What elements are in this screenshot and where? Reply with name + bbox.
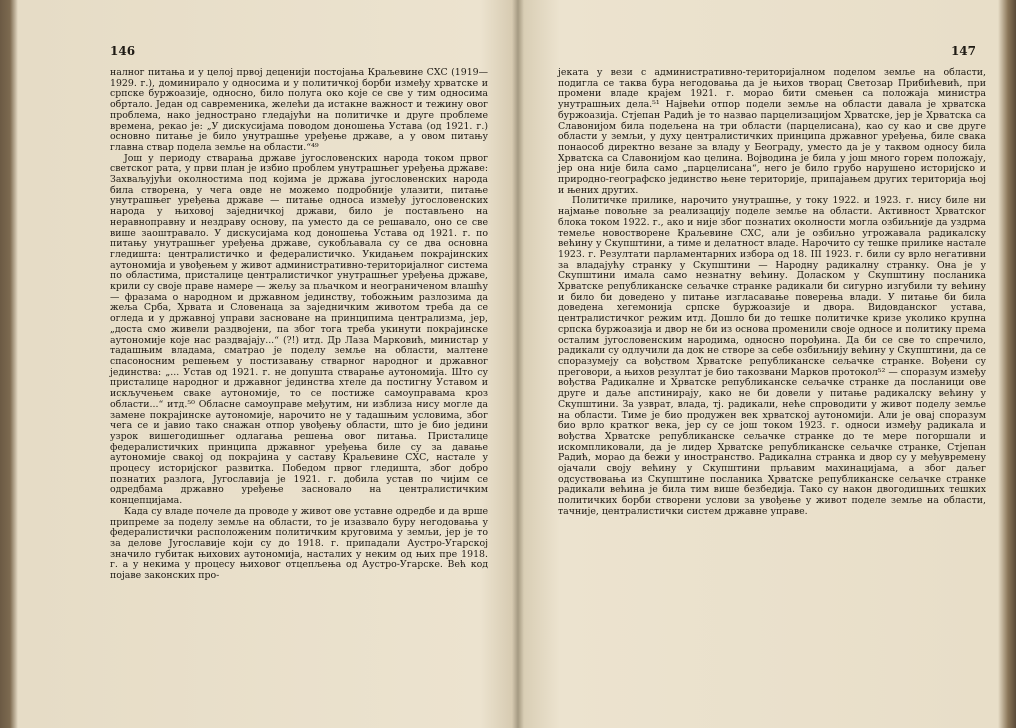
right-paragraph-1: јеката у вези с административно-територијалном поделом земље на области, подигла се таква бура негодовања да је њихов творац Светозар Прибићевић, при промени владе крајем 1921. г. морао бити смењен са положаја министра унутрашњих дела.⁵¹ Највећи отпор подели земље на области давала је хрватска буржоазија. Стјепан Радић је то назвао парцелизацијом Хрватске, јер је Хрватска са Славонијом била подељена на три области (парцелисана), као су као и све друге области у земљи, у духу централистичких принципа државног уређења, биле свака понаособ директно везане за владу у Београду, уместо да је у таквом односу била Хрватска са Славонијом као целина. Војводина је била у још много горем положају, јер она није била само „парцелисана“, него је било грубо нарушено историјско и природно-географско јединство њене територије, припајањем других територија њој и њених других.	[558, 67, 986, 196]
left-page-text	[110, 68, 488, 582]
left-paragraph-2: Још у периоду стварања државе југословенских народа током првог светског рата, у први план је избио проблем унутрашњег уређења државе: Захваљујући околностима под којима је држава југословенских народа била створена, у чега овде не можемо подробније улазити, питање унутрашњег уређења државе — питање односа између југословенских народа у њиховој заједничкој држави, било је постављено на неравноправну и нездраву основу, па уместо да се решавало, оно се све више заоштравало. У дискусијама код доношења Устава од 1921. г. по питању унутрашњег уређења државе, сукобљавала су се два основна гледишта: централистичко и федералистичко. Укидањем покрајинских аутономија и увођењем у живот административно-територијалног система по областима, присталице централистичког унутрашњег уређења државе, крили су своје праве намере — жељу за пљачком и неограниченом влашћу — фразама о народном и државном јединству, тобожњим разлозима да жеља Срба, Хрвата и Словенаца за заједничким животом треба да се огледа и у државној управи засноване на принципима централизма, јер, „доста смо живели раздвојени, па због тога треба укинути покрајинске аутономије које нас раздвајају...“ (?!) итд. Др Лаза Марковић, министар у тадашњим владама, сматрао је поделу земље на области, малтене спасоносним решењем у постизавању стварног народног и државног јединства: „... Устав од 1921. г. не допушта стварање аутономија. Што су присталице народног и државног јединства хтеле да постигну Уставом и искључењем сваке аутономије, то се постиже самоуправама кроз области...“ итд.⁵⁰ Обласне самоуправе међутим, ни изблиза нису могле да замене покрајинске аутономије, нарочито не у тадашњим условима, због чега се и јавио тако снажан отпор увођењу области, што је био једини узрок вишегодишњег одлагања решења овог питања. Присталице федералистичких принципа државног уређења биле су за давање аутономије свакој од покрајина у саставу Краљевине СХС, настале у процесу историјског развитка. Победом првог гледишта, због добро познатих разлога, Југославија је 1921. г. добила устав по чијим се одредбама државно уређење засновало на централистичким концепцијама.	[110, 152, 488, 507]
left-page	[18, 0, 512, 728]
right-page-text	[558, 68, 986, 518]
right-paragraph-2: Политичке прилике, нарочито унутрашње, у току 1922. и 1923. г. нису биле ни најмање повољне за реализацију поделе земље на области. Активност Хрватског блока током 1922. г., ако и није због познатих околности могла озбиљније да уздрма темеље новостворене Краљевине СХС, али је озбиљно угрожавала радикалску већину у Скупштини, а тиме и делатност владе. Нарочито су тешке прилике настале 1923. г. Резултати парламентарних избора од 18. III 1923. г. били су врло негативни за владајућу странку у Скупштини — Народну радикалну странку. Она је у Скупштини имала само незнатну већину. Доласком у Скупштину посланика Хрватске републиканске сељачке странке радикали би сигурно изгубили ту већину и било би доведено у питање изгласавање поверења влади. У питање би била доведена хегемонија српске буржоазије и двора. Видовданског устава, централистичког режим итд. Дошло би до тешке политичке кризе уколико крупна српска буржоазија и двор не би из основа променили своје односе и политику према осталим југословенским народима, односно порођина. Да би се све то спречило, радикали су одлучили да док не створе за себе озбиљнију већину у Скупштини, да се споразумеју са вођством Хрватске републиканске сељачке странке. Вођени су преговори, а њихов резултат је био такозвани Марков протокол⁵² — споразум између вођства Радикалне и Хрватске републиканске сељачке странке да посланици ове друге и даље апстинирају, како не би довели у питање радикалску већину у Скупштини. За узврат, влада, тј. радикали, неће спроводити у живот поделу земље на области. Тиме је био продужен век хрватској аутономији. Али је овај споразум био врло кратког века, јер су се још током 1923. г. односи између радикала и вођства Хрватске републиканске сељачке странке до те мере погоршали и искомпликовали, да је лидер Хрватске републиканске сељачке странке, Стјепан Радић, морао да бежи у иностранство. Радикална странка и двор су у међувремену ојачали своју већину у Скупштини прљавим махинацијама, а због даљег одсуствовања из Скупштине посланика Хрватске републиканске сељачке странке радикали већина је била тим више безбедија. Тако су након двогодишњих тешких политичких борби створени услови за увођење у живот поделе земље на области, тачније, централистички систем државне управе.	[558, 195, 986, 517]
right-page-number: 147	[950, 44, 976, 58]
left-paragraph-1: налног питања и у целој првој деценији постојања Краљевине СХС (1919—1929. г.), доминирало у односима и у политичкој борби између хрватске и српске буржоазије, односно, било полуга око које се све у тим односима обртало. Један од савременика, желећи да истакне важност и тежину овог проблема, нако једнострано гледајући на политичке и друге проблеме времена, рекао је: „У дискусијама поводом доношења Устава (од 1921. г.) основно питање је било унутрашње уређење државе, а у овом питању главна ствар подела земље на области.“⁴⁹	[110, 67, 488, 153]
left-paragraph-3: Када су владе почеле да проводе у живот ове уставне одредбе и да врше припреме за поделу земље на области, то је изазвало буру негодовања у федералистички расположеним политичким круговима у земљи, јер је то за делове Југославије који су до 1918. г. припадали Аустро-Угарској значило губитак њихових аутономија, насталих у неким од њих пре 1918. г. а у некима у процесу њиховог отцепљења од Аустро-Угарске. Већ код појаве законских про-	[110, 505, 488, 582]
left-page-number: 146	[110, 44, 136, 58]
right-page	[524, 0, 1006, 728]
book-spine	[512, 0, 524, 728]
